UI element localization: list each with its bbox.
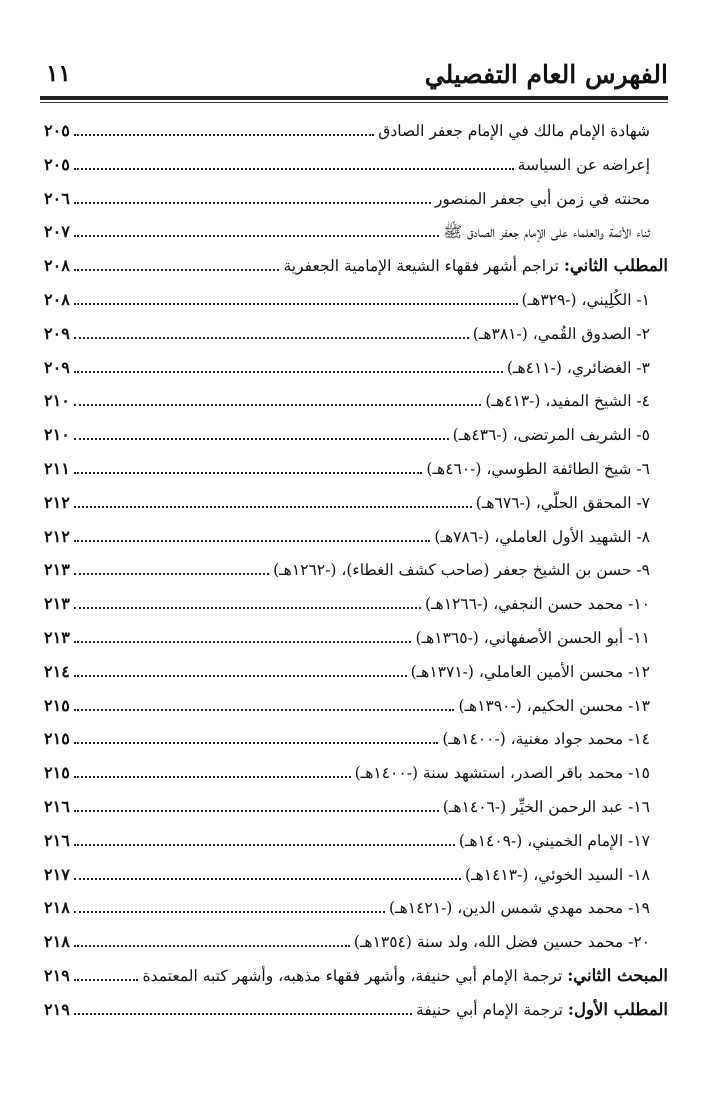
dot-leader: [74, 776, 351, 778]
toc-entry[interactable]: [44, 687, 650, 717]
toc-entry-page-number: ٢١٢: [44, 492, 70, 512]
toc-entry-title: [439, 796, 650, 818]
dot-leader: [74, 404, 482, 406]
toc-entry-text: ٢- الصدوق القُمي، (-٣٨١هـ): [472, 324, 650, 343]
toc-entry-page-number: ٢٠٦: [44, 188, 70, 208]
dot-leader: [74, 742, 439, 744]
toc-entry[interactable]: [44, 382, 650, 412]
dot-leader: [74, 134, 375, 136]
toc-entry[interactable]: [44, 315, 650, 345]
toc-entry[interactable]: [44, 991, 668, 1021]
toc-entry-page-number: ٢١٣: [44, 560, 70, 580]
toc-entry-page-number: ٢١٥: [44, 695, 70, 715]
dot-leader: [74, 506, 472, 508]
dot-leader: [74, 979, 139, 981]
toc-entry-page-number: ٢١٤: [44, 661, 70, 681]
toc-entry-text: ١- الكُلِيني، (-٣٢٩هـ): [521, 291, 650, 309]
dot-leader: [74, 911, 385, 913]
toc-entry-title: [374, 120, 650, 142]
toc-entry-page-number: ٢١٣: [44, 594, 70, 614]
dot-leader: [74, 235, 440, 237]
toc-entry[interactable]: [44, 720, 650, 750]
toc-entry-title: [439, 221, 650, 243]
toc-entry-text: محنته في زمن أبي جعفر المنصور: [434, 189, 650, 208]
dot-leader: [74, 675, 407, 677]
toc-entry-text: ٩- حسن بن الشيخ جعفر (صاحب كشف الغطاء)، (-١٢٦٢هـ): [273, 561, 650, 580]
toc-entry[interactable]: [44, 349, 650, 379]
toc-entry-text: ١٣- محسن الحكيم، (-١٣٩٠هـ): [458, 696, 650, 715]
toc-entry[interactable]: [44, 889, 650, 919]
toc-entry-page-number: ٢١٣: [44, 628, 70, 647]
toc-entry-title: [461, 864, 650, 886]
toc-entry-title: [385, 897, 650, 919]
toc-entry-title: [481, 390, 650, 412]
toc-entry-text: ١٧- الإمام الخميني، (-١٤٠٩هـ): [458, 831, 650, 850]
dot-leader: [74, 641, 412, 643]
toc-entry[interactable]: [44, 450, 650, 480]
toc-entry-text: إعراضه عن السياسة: [517, 155, 650, 174]
toc-entry-page-number: ٢١٦: [44, 797, 70, 816]
toc-entry[interactable]: [44, 619, 650, 649]
toc-entry-page-number: ٢٠٩: [44, 357, 70, 377]
toc-entry[interactable]: [44, 957, 668, 987]
toc-entry-text: ٨- الشهيد الأول العاملي، (-٧٨٦هـ): [434, 527, 650, 546]
toc-entry[interactable]: [44, 213, 650, 243]
toc-entry-title: [454, 695, 650, 717]
toc-entry-text: ١٠- محمد حسن النجفي، (-١٢٦٦هـ): [424, 595, 650, 614]
toc-entry-page-number: ٢١٨: [44, 898, 70, 918]
toc-entry[interactable]: [44, 416, 650, 446]
toc-entry-page-number: ٢١١: [44, 459, 70, 478]
toc-entry-text: شهادة الإمام مالك في الإمام جعفر الصادق: [378, 122, 650, 140]
dot-leader: [74, 945, 350, 947]
toc-entry-page-number: ٢١٨: [44, 932, 70, 952]
toc-entry-text: ١١- أبو الحسن الأصفهاني، (-١٣٦٥هـ): [415, 629, 650, 647]
dot-leader: [74, 438, 449, 440]
header-rule-thin: [40, 102, 668, 103]
toc-entry-page-number: ٢٠٨: [44, 256, 70, 276]
toc-entry-text: تراجم أشهر فقهاء الشيعة الإمامية الجعفرية: [283, 257, 559, 276]
toc-entry-title: [518, 289, 650, 311]
toc-entry-text: ٣- الغضائري، (-٤١١هـ): [506, 358, 650, 377]
toc-entry-text: ٢٠- محمد حسين فضل الله، ولد سنة (١٣٥٤هـ): [353, 933, 650, 952]
toc-entry-title: [469, 323, 650, 345]
toc-entry-page-number: ٢١٧: [44, 864, 70, 884]
toc-entry-title: [422, 458, 650, 480]
toc-entry-page-number: ٢٠٥: [44, 121, 70, 140]
dot-leader: [74, 371, 503, 373]
toc-entry-title: [412, 999, 668, 1021]
toc-entry[interactable]: [44, 788, 650, 818]
toc-entry-title: [430, 526, 650, 548]
dot-leader: [74, 844, 455, 846]
toc-entry-title: [514, 154, 650, 176]
toc-entry-text: ٧- المحقق الحلّي، (-٦٧٦هـ): [475, 493, 650, 512]
toc-entry-page-number: ٢١٦: [44, 830, 70, 850]
toc-entry[interactable]: [44, 551, 650, 581]
toc-entry[interactable]: [44, 923, 650, 953]
toc-entry-page-number: ٢١٩: [44, 999, 70, 1019]
toc-entry-title: [279, 255, 668, 277]
toc-entry-text: ١٢- محسن الأمين العاملي، (-١٣٧١هـ): [410, 662, 650, 681]
toc-entry[interactable]: [44, 856, 650, 886]
toc-entry-page-number: ٢٠٩: [44, 323, 70, 343]
toc-entry-text: ١٦- عبد الرحمن الخيِّر (-١٤٠٦هـ): [442, 798, 650, 816]
toc-entry-title: [421, 593, 650, 615]
toc-entry[interactable]: [44, 146, 650, 176]
running-title: الفهرس العام التفصيلي: [424, 60, 668, 89]
toc-entry-text: ٥- الشريف المرتضى، (-٤٣٦هـ): [452, 426, 650, 445]
toc-entry-text: ترجمة الإمام أبي حنيفة، وأشهر فقهاء مذهبه، وأشهر كتبه المعتمدة: [142, 967, 563, 985]
toc-entry-title: [407, 661, 650, 683]
toc-entry-title: [438, 728, 650, 750]
toc-entry-title: [411, 627, 650, 649]
toc-entry-page-number: ٢١٩: [44, 966, 70, 985]
toc-entry-text: ترجمة الإمام أبي حنيفة: [416, 1000, 563, 1019]
toc-entry-heading-label: المطلب الثاني:: [563, 256, 668, 276]
toc-entry-title: [449, 424, 650, 446]
toc-entry[interactable]: [44, 653, 650, 683]
toc-entry[interactable]: [44, 180, 650, 210]
toc-entry[interactable]: [44, 484, 650, 514]
toc-entry[interactable]: [44, 822, 650, 852]
toc-entry-title: [351, 762, 650, 784]
toc-entry-title: [350, 931, 650, 953]
toc-entry[interactable]: [44, 112, 650, 142]
toc-entry-text: ١٨- السيد الخوئي، (-١٤١٣هـ): [465, 865, 650, 884]
dot-leader: [74, 337, 469, 339]
toc-entry-page-number: ٢١٠: [44, 391, 70, 411]
dot-leader: [74, 878, 461, 880]
dot-leader: [74, 303, 518, 305]
toc-entry-text: ٤- الشيخ المفيد، (-٤١٣هـ): [485, 392, 650, 411]
page-header: [40, 50, 668, 96]
dot-leader: [74, 810, 439, 812]
toc-entry-title: [431, 188, 650, 210]
toc-entry-page-number: ٢١٠: [44, 425, 70, 445]
dot-leader: [74, 1013, 412, 1015]
toc-entry-text: ١٩- محمد مهدي شمس الدين، (-١٤٢١هـ): [388, 899, 650, 918]
toc-entry-title: [269, 559, 650, 581]
toc-entry-text: ٦- شيخ الطائفة الطوسي، (-٤٦٠هـ): [426, 460, 650, 478]
toc-entry-title: [138, 965, 668, 987]
toc-entry-page-number: ٢٠٧: [44, 222, 70, 242]
page-number: ١١: [46, 60, 71, 87]
dot-leader: [74, 709, 455, 711]
dot-leader: [74, 472, 423, 474]
toc-entry-text: ١٥- محمد باقر الصدر، استشهد سنة (-١٤٠٠هـ): [354, 764, 650, 783]
toc-entry[interactable]: [44, 247, 668, 277]
toc-entry-title: [455, 830, 650, 852]
dot-leader: [74, 540, 431, 542]
dot-leader: [74, 168, 514, 170]
toc-entry-text: ١٤- محمد جواد مغنية، (-١٤٠٠هـ): [442, 730, 650, 749]
toc-entry-text: ثناء الأئمة والعلماء على الإمام جعفر الصادق ﷺ: [443, 223, 650, 242]
dot-leader: [74, 269, 280, 271]
toc-entry-page-number: ٢٠٨: [44, 290, 70, 309]
toc-entry-heading-label: المبحث الثاني:: [567, 966, 668, 985]
toc-entry[interactable]: [44, 585, 650, 615]
toc-entry[interactable]: [44, 754, 650, 784]
toc-entry-page-number: ٢١٢: [44, 526, 70, 546]
toc-entry-page-number: ٢٠٥: [44, 154, 70, 174]
toc-entry-title: [472, 492, 650, 514]
dot-leader: [74, 202, 431, 204]
toc-entry[interactable]: [44, 281, 650, 311]
dot-leader: [74, 573, 269, 575]
toc-entry-title: [503, 357, 650, 379]
toc-entry-heading-label: المطلب الأول:: [567, 999, 668, 1019]
toc-entry-page-number: ٢١٥: [44, 763, 70, 783]
header-rule-thick: [40, 96, 668, 100]
toc-entry-page-number: ٢١٥: [44, 729, 70, 749]
dot-leader: [74, 607, 421, 609]
toc-entry[interactable]: [44, 518, 650, 548]
